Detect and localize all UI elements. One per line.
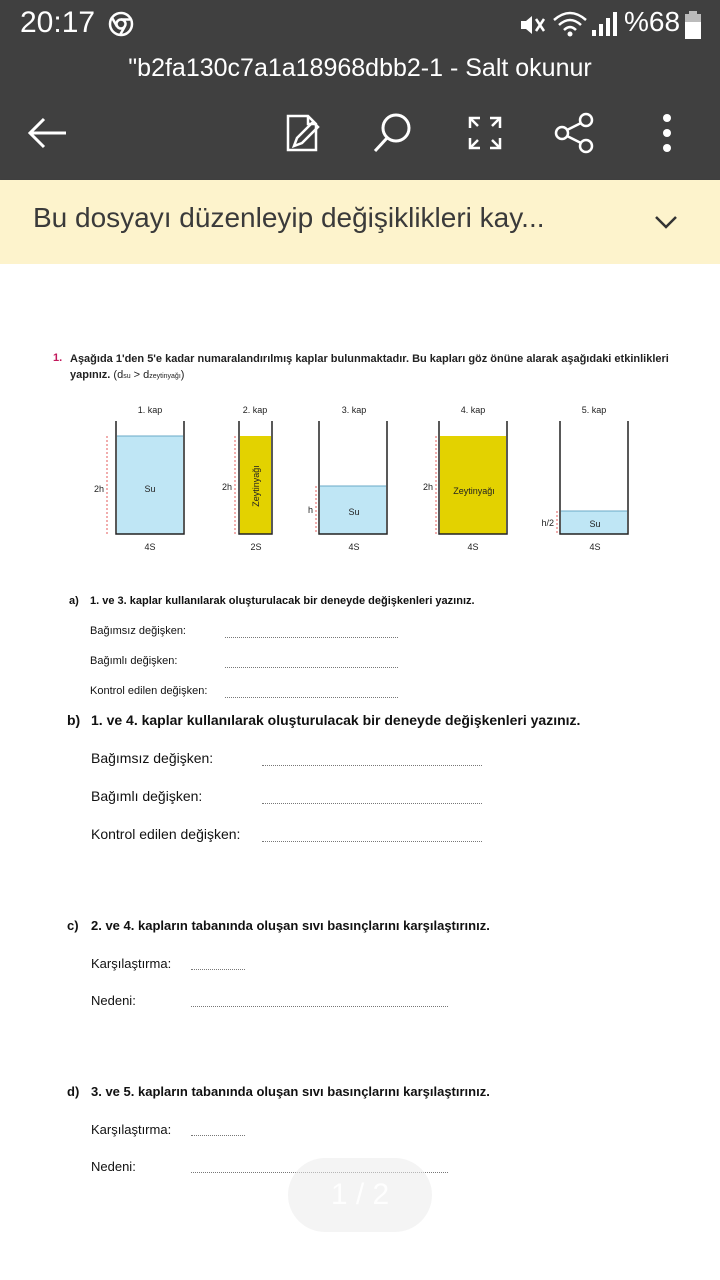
base-label: 4S <box>348 542 360 552</box>
containers-figure <box>80 402 660 562</box>
container-5 <box>541 405 628 552</box>
edit-banner[interactable] <box>0 180 720 264</box>
part-d-answer-1[interactable] <box>191 1135 245 1136</box>
oil-fill <box>440 436 506 534</box>
share-icon[interactable] <box>550 108 600 158</box>
part-a-field-1: Bağımsız değişken: <box>90 625 186 637</box>
part-a-answer-3[interactable] <box>225 697 398 698</box>
mute-icon <box>518 12 548 38</box>
height-label: 2h <box>93 484 104 494</box>
battery-icon <box>684 10 702 40</box>
base-label: 2S <box>250 542 262 552</box>
height-label: 2h <box>221 482 232 492</box>
banner-text: Bu dosyayı düzenleyip değişiklikleri kay... <box>33 202 545 233</box>
container-4 <box>423 405 507 552</box>
container-1 <box>94 405 184 552</box>
question-body: Aşağıda 1'den 5'e kadar numaralandırılmış kaplar bulunmaktadır. Bu kapları göz önüne alarak aşağıdaki etkinlikleri yapınız. <box>70 353 669 381</box>
part-a-field-3: Kontrol edilen değişken: <box>90 685 208 697</box>
height-label: h/2 <box>541 518 554 528</box>
more-vert-icon[interactable] <box>642 108 692 158</box>
part-b-answer-2[interactable] <box>262 803 482 804</box>
height-label: h <box>307 505 313 515</box>
status-bar <box>0 0 720 50</box>
page-indicator: 1 / 2 <box>288 1158 432 1232</box>
container-label: 2. kap <box>242 405 268 415</box>
wifi-icon <box>552 10 588 38</box>
part-b-answer-1[interactable] <box>262 765 482 766</box>
part-a-answer-2[interactable] <box>225 667 398 668</box>
height-label: 2h <box>422 482 433 492</box>
part-a-answer-1[interactable] <box>225 637 398 638</box>
liquid-label: Su <box>144 484 156 494</box>
question-number: 1. <box>53 352 63 364</box>
container-3 <box>308 405 387 552</box>
part-b-field-2: Bağımlı değişken: <box>91 788 203 804</box>
part-b-title: 1. ve 4. kaplar kullanılarak oluşturulacak bir deneyde değişkenleri yazınız. <box>91 712 581 728</box>
edit-document-icon[interactable] <box>278 108 328 158</box>
liquid-label: Zeytinyağı <box>251 465 261 507</box>
part-c-answer-2[interactable] <box>191 1006 448 1007</box>
part-d-field-2: Nedeni: <box>91 1159 136 1174</box>
back-arrow-icon[interactable] <box>22 108 72 158</box>
liquid-label: Su <box>589 519 601 529</box>
part-d-letter: d) <box>67 1084 80 1099</box>
document-page <box>0 264 720 1280</box>
fullscreen-icon[interactable] <box>460 108 510 158</box>
base-label: 4S <box>467 542 479 552</box>
part-d-title: 3. ve 5. kapların tabanında oluşan sıvı basınçlarını karşılaştırınız. <box>91 1084 490 1099</box>
part-c-field-2: Nedeni: <box>91 993 136 1008</box>
battery-percentage: %68 <box>624 6 681 37</box>
search-icon[interactable] <box>368 108 418 158</box>
liquid-label: Zeytinyağı <box>453 486 495 496</box>
part-b-field-1: Bağımsız değişken: <box>91 750 214 766</box>
app-bar <box>0 50 720 180</box>
chrome-icon <box>108 11 134 37</box>
question-text <box>70 351 670 385</box>
part-d-field-1: Karşılaştırma: <box>91 1122 172 1137</box>
part-c-title: 2. ve 4. kapların tabanında oluşan sıvı basınçlarını karşılaştırınız. <box>91 918 490 933</box>
container-label: 1. kap <box>137 405 163 415</box>
base-label: 4S <box>144 542 156 552</box>
container-label: 3. kap <box>341 405 367 415</box>
part-a-letter: a) <box>69 595 79 607</box>
part-a-field-2: Bağımlı değişken: <box>90 655 178 667</box>
part-a-title: 1. ve 3. kaplar kullanılarak oluşturulacak bir deneyde değişkenleri yazınız. <box>90 595 475 607</box>
status-time: 20:17 <box>20 6 96 39</box>
chevron-down-icon[interactable] <box>650 202 682 242</box>
container-label: 5. kap <box>581 405 607 415</box>
document-title: "b2fa130c7a1a18968dbb2-1 - Salt okunur <box>128 54 592 82</box>
container-2 <box>222 405 272 552</box>
container-label: 4. kap <box>460 405 486 415</box>
part-b-field-3: Kontrol edilen değişken: <box>91 826 241 842</box>
part-c-letter: c) <box>67 918 79 933</box>
part-c-field-1: Karşılaştırma: <box>91 956 172 971</box>
part-b-letter: b) <box>67 712 81 728</box>
liquid-label: Su <box>348 507 360 517</box>
part-c-answer-1[interactable] <box>191 969 245 970</box>
signal-icon <box>590 10 620 38</box>
part-b-answer-3[interactable] <box>262 841 482 842</box>
density-note: (dsu > dzeytinyağı) <box>113 369 185 381</box>
base-label: 4S <box>589 542 601 552</box>
